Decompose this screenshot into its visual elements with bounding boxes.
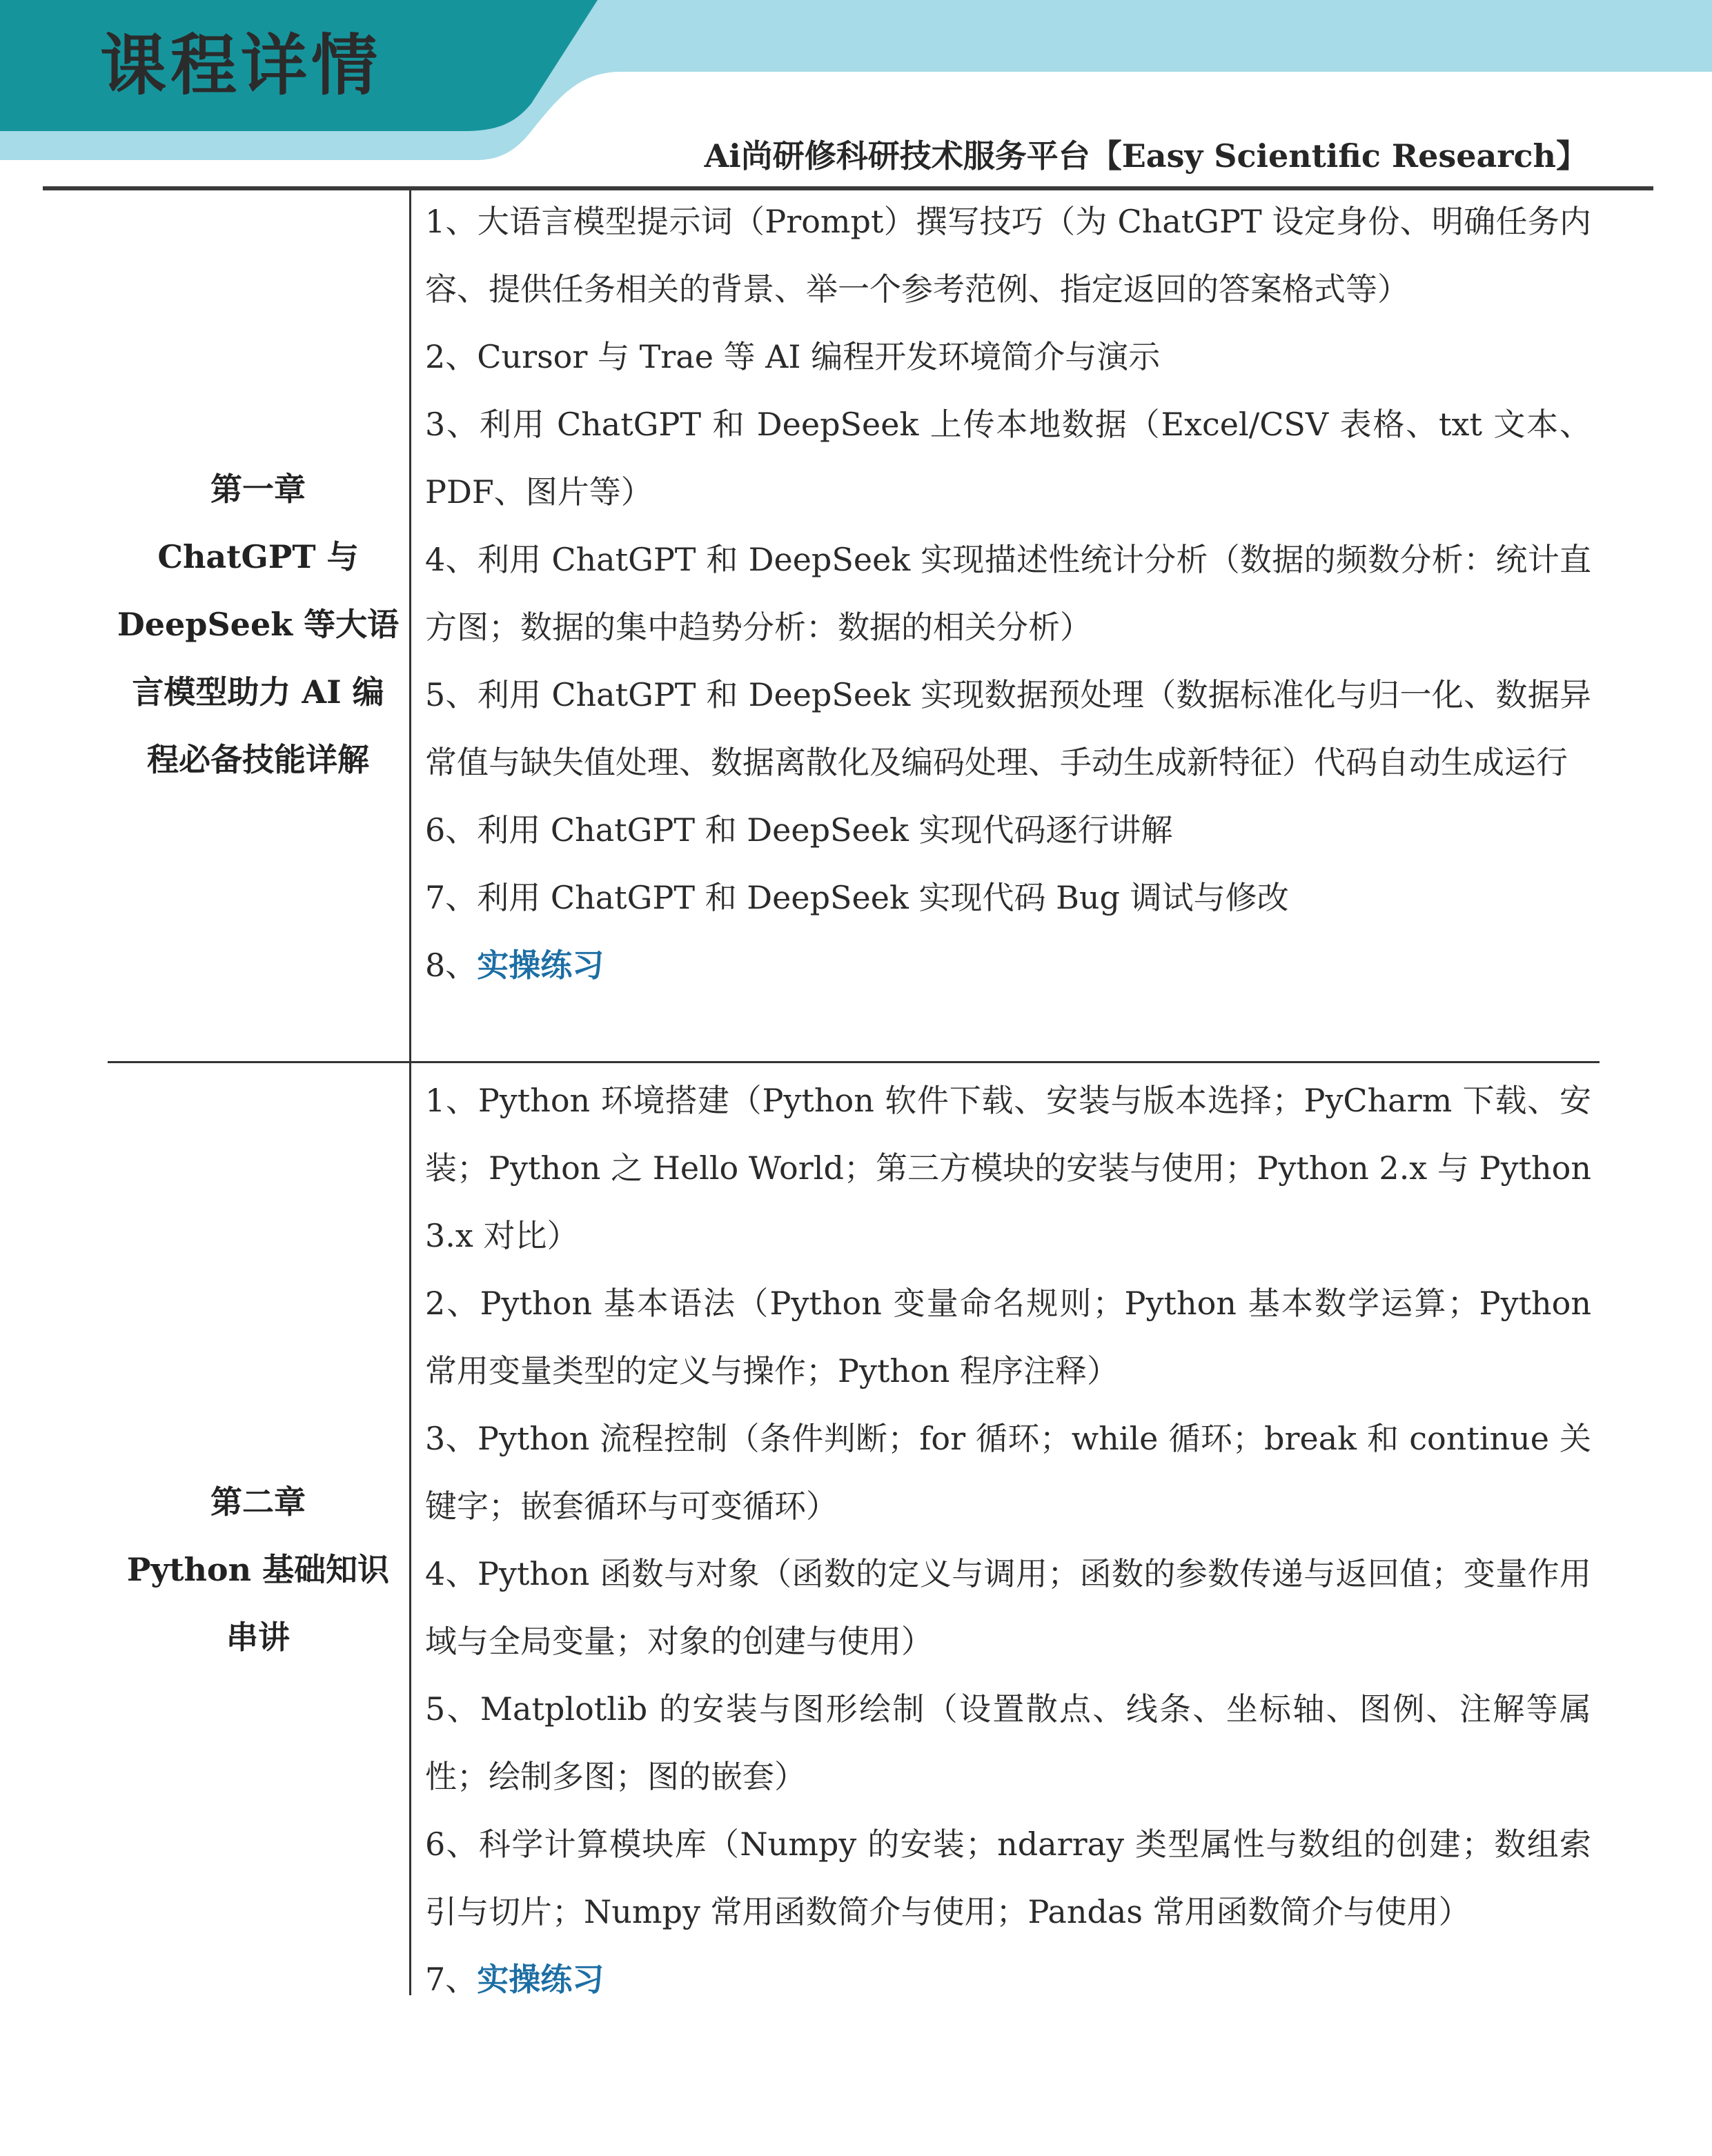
practice-label: 实操练习: [477, 1961, 604, 1998]
list-item: 1、Python 环境搭建（Python 软件下载、安装与版本选择；PyCharm 下载、安装；Python 之 Hello World；第三方模块的安装与使用；Python 2.x 与 Python 3.x 对比）: [425, 1082, 1591, 1254]
list-item: 3、利用 ChatGPT 和 DeepSeek 上传本地数据（Excel/CSV 表格、txt 文本、PDF、图片等）: [425, 406, 1591, 511]
list-item: 4、利用 ChatGPT 和 DeepSeek 实现描述性统计分析（数据的频数分析：统计直方图；数据的集中趋势分析：数据的相关分析）: [425, 541, 1591, 646]
column-divider: [409, 190, 411, 1995]
chapter-title-line: ChatGPT 与: [157, 538, 359, 575]
practice-number: 8、: [425, 947, 478, 984]
practice-number: 7、: [425, 1961, 478, 1998]
chapter-title-line: DeepSeek 等大语: [117, 606, 400, 643]
chapter-title-line: Python 基础知识: [126, 1551, 390, 1588]
list-item: 2、Cursor 与 Trae 等 AI 编程开发环境简介与演示: [425, 338, 1161, 375]
chapter-title-line: 言模型助力 AI 编: [132, 673, 384, 711]
practice-label: 实操练习: [477, 947, 604, 984]
list-item: 6、利用 ChatGPT 和 DeepSeek 实现代码逐行讲解: [425, 811, 1173, 849]
row-divider: [108, 1061, 1600, 1063]
chapter-title-line: 第二章: [210, 1483, 306, 1521]
chapter-title-line: 程必备技能详解: [147, 741, 369, 778]
list-item: 3、Python 流程控制（条件判断；for 循环；while 循环；break 和 continue 关键字；嵌套循环与可变循环）: [425, 1420, 1591, 1525]
chapter-2-items: [425, 1067, 1591, 2013]
chapter-title-line: 第一章: [210, 471, 306, 508]
list-item: 1、大语言模型提示词（Prompt）撰写技巧（为 ChatGPT 设定身份、明确任务内容、提供任务相关的背景、举一个参考范例、指定返回的答案格式等）: [425, 203, 1591, 308]
practice-item: [425, 1946, 1591, 2013]
chapter-1-title: [108, 455, 409, 793]
list-item: 4、Python 函数与对象（函数的定义与调用；函数的参数传递与返回值；变量作用域与全局变量；对象的创建与使用）: [425, 1555, 1591, 1660]
list-item: 2、Python 基本语法（Python 变量命名规则；Python 基本数学运算；Python 常用变量类型的定义与操作；Python 程序注释）: [425, 1285, 1591, 1389]
chapter-1-items: [425, 188, 1591, 999]
practice-item: [425, 931, 1591, 999]
platform-subtitle: Ai尚研修科研技术服务平台【Easy Scientific Research】: [704, 137, 1588, 175]
chapter-title-line: 串讲: [226, 1619, 290, 1656]
list-item: 5、Matplotlib 的安装与图形绘制（设置散点、线条、坐标轴、图例、注解等属性；绘制多图；图的嵌套）: [425, 1690, 1591, 1795]
chapter-2-title: [108, 1468, 409, 1671]
page-title: 课程详情: [100, 27, 382, 104]
list-item: 7、利用 ChatGPT 和 DeepSeek 实现代码 Bug 调试与修改: [425, 879, 1289, 916]
list-item: 6、科学计算模块库（Numpy 的安装；ndarray 类型属性与数组的创建；数组索引与切片；Numpy 常用函数简介与使用；Pandas 常用函数简介与使用）: [425, 1826, 1591, 1930]
list-item: 5、利用 ChatGPT 和 DeepSeek 实现数据预处理（数据标准化与归一化、数据异常值与缺失值处理、数据离散化及编码处理、手动生成新特征）代码自动生成运行: [425, 676, 1591, 781]
